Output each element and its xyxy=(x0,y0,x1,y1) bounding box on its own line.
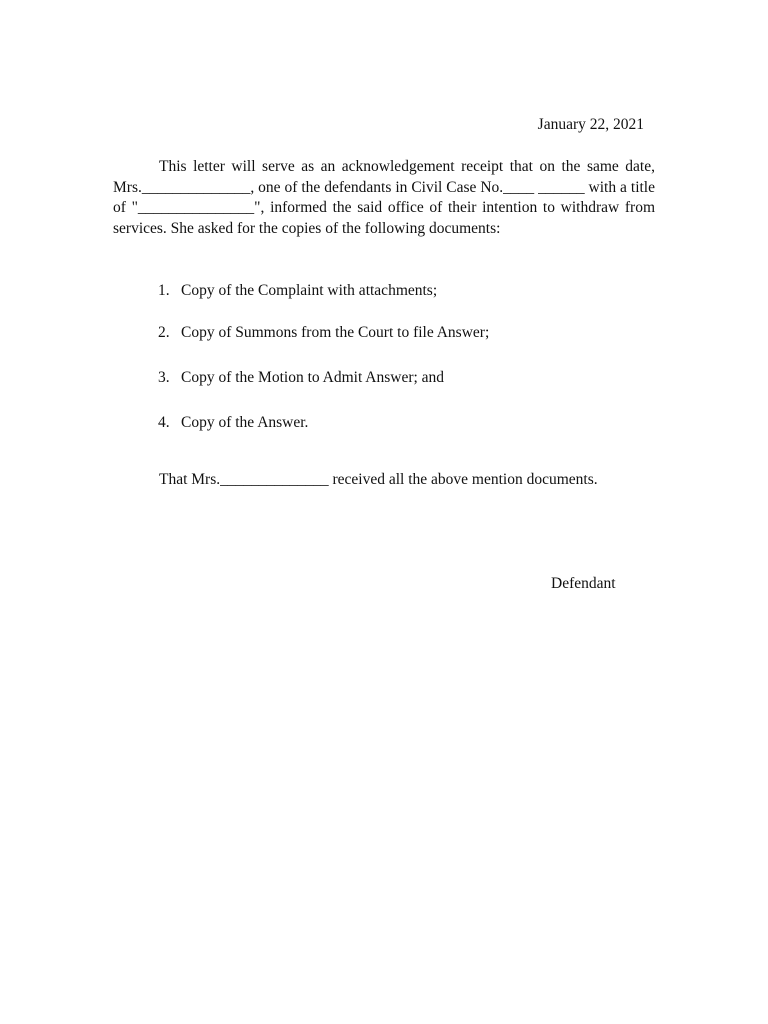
list-item-text: Copy of the Answer. xyxy=(181,414,309,431)
list-item xyxy=(158,414,308,432)
list-item-number: 2. xyxy=(158,324,170,341)
list-item-number: 3. xyxy=(158,369,170,386)
signatory-label: Defendant xyxy=(551,575,616,592)
body-paragraph: This letter will serve as an acknowledgement receipt that on the same date, Mrs.______________, one of the defendants in Civil Case No.____ ______ with a title of "_______________", informed the said office of their intention to withdraw from services. She asked for the copies of the following documents: xyxy=(113,158,655,238)
list-item-text: Copy of the Complaint with attachments; xyxy=(181,282,438,299)
list-item xyxy=(158,369,444,387)
list-item xyxy=(158,324,489,342)
closing-statement: That Mrs.______________ received all the above mention documents. xyxy=(159,471,598,488)
list-item-text: Copy of Summons from the Court to file Answer; xyxy=(181,324,490,341)
letter-date: January 22, 2021 xyxy=(537,116,644,133)
list-item-text: Copy of the Motion to Admit Answer; and xyxy=(181,369,445,386)
list-item-number: 1. xyxy=(158,282,170,299)
list-item-number: 4. xyxy=(158,414,170,431)
list-item xyxy=(158,282,437,300)
